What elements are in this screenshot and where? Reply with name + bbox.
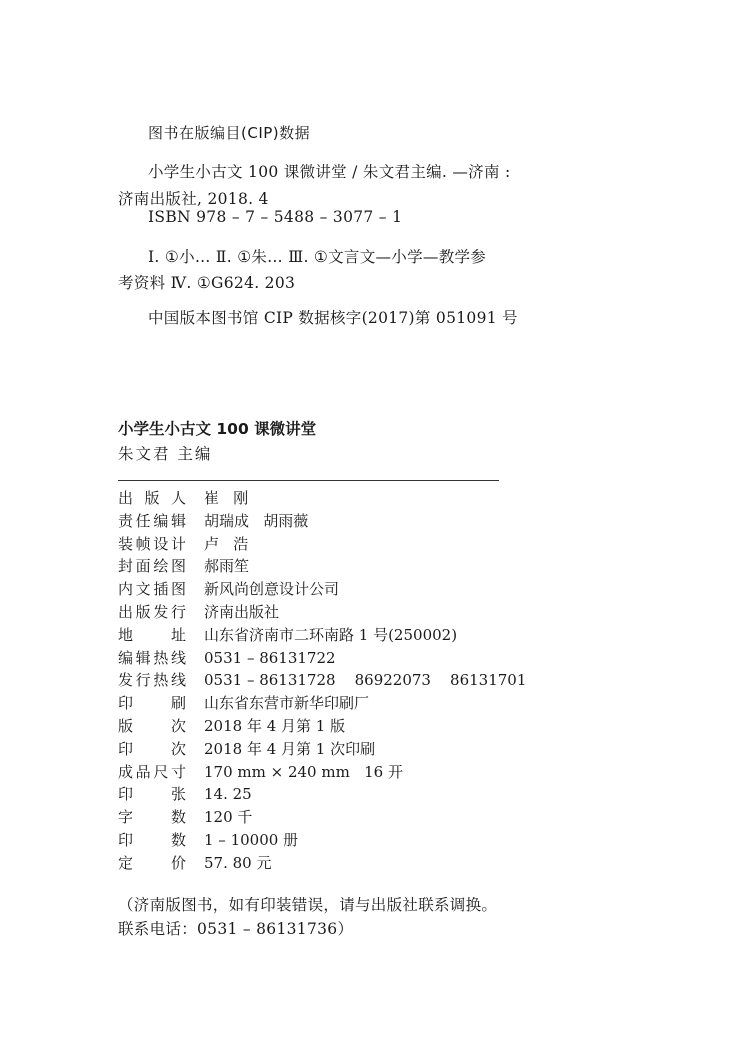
colophon-row-editorial-hotline <box>118 647 526 670</box>
colophon-label: 装帧设计 <box>118 534 186 553</box>
cip-subject-line-2: 考资料 Ⅳ. ①G624. 203 <box>118 274 296 292</box>
colophon-label: 成品尺寸 <box>118 762 186 781</box>
colophon-label: 内文插图 <box>118 580 186 599</box>
colophon-value: 卢 浩 <box>204 534 249 553</box>
cip-subject-line-1: Ⅰ. ①小… Ⅱ. ①朱… Ⅲ. ①文言文—小学—教学参 <box>148 248 487 266</box>
colophon-label: 责任编辑 <box>118 511 186 530</box>
book-title: 小学生小古文 100 课微讲堂 <box>118 420 317 438</box>
colophon-value: 山东省济南市二环南路 1 号(250002) <box>204 625 458 644</box>
colophon-label: 发行热线 <box>118 671 186 690</box>
colophon-row-size <box>118 761 526 784</box>
colophon-row-inner-illustration <box>118 578 526 601</box>
colophon-label: 出版人 <box>118 489 186 507</box>
colophon-label: 印刷 <box>118 694 186 713</box>
notice-line-2: 联系电话：0531 – 86131736） <box>118 920 354 938</box>
colophon-value: 郝雨笙 <box>204 557 250 576</box>
colophon-row-cover-illustration <box>118 555 526 578</box>
cip-title-line: 小学生小古文 100 课微讲堂 / 朱文君主编. —济南 : <box>148 163 511 181</box>
colophon-label: 出版发行 <box>118 602 186 621</box>
colophon-row-editors <box>118 510 526 533</box>
colophon-label: 版次 <box>118 716 186 735</box>
colophon-label: 定价 <box>118 853 186 872</box>
cip-publisher-line: 济南出版社, 2018. 4 <box>118 190 269 208</box>
colophon-value: 济南出版社 <box>204 602 280 621</box>
colophon-value: 120 千 <box>204 808 253 827</box>
notice-line-1: （济南版图书，如有印装错误，请与出版社联系调换。 <box>118 896 498 914</box>
colophon-value: 0531 – 86131728 86922073 86131701 <box>204 671 527 690</box>
colophon-row-publisher <box>118 487 526 510</box>
colophon-row-printing <box>118 738 526 761</box>
colophon-value: 2018 年 4 月第 1 版 <box>204 716 346 735</box>
colophon-row-distribution-hotline <box>118 669 526 692</box>
colophon-table <box>118 487 526 875</box>
colophon-label: 地址 <box>118 625 186 644</box>
colophon-label: 印次 <box>118 739 186 758</box>
colophon-label: 封面绘图 <box>118 557 186 576</box>
colophon-value: 崔 刚 <box>204 489 249 507</box>
colophon-value: 14. 25 <box>204 785 252 804</box>
colophon-value: 170 mm × 240 mm 16 开 <box>204 762 403 781</box>
colophon-value: 0531 – 86131722 <box>204 648 336 667</box>
colophon-row-word-count <box>118 806 526 829</box>
colophon-row-edition <box>118 715 526 738</box>
colophon-value: 2018 年 4 月第 1 次印刷 <box>204 739 376 758</box>
cip-heading: 图书在版编目(CIP)数据 <box>148 124 311 142</box>
colophon-value: 山东省东营市新华印刷厂 <box>204 694 370 713</box>
cip-verification-number: 中国版本图书馆 CIP 数据核字(2017)第 051091 号 <box>148 309 518 327</box>
colophon-value: 胡瑞成 胡雨薇 <box>204 511 309 530</box>
cip-isbn: ISBN 978 – 7 – 5488 – 3077 – 1 <box>148 208 403 226</box>
colophon-label: 字数 <box>118 808 186 827</box>
colophon-value: 57. 80 元 <box>204 853 272 872</box>
colophon-label: 印张 <box>118 785 186 804</box>
colophon-row-distribution <box>118 601 526 624</box>
colophon-label: 编辑热线 <box>118 648 186 667</box>
colophon-row-price <box>118 852 526 875</box>
colophon-value: 1 – 10000 册 <box>204 830 299 849</box>
colophon-row-printer <box>118 692 526 715</box>
colophon-value: 新风尚创意设计公司 <box>204 580 340 599</box>
colophon-row-binding-design <box>118 533 526 556</box>
colophon-row-sheets <box>118 783 526 806</box>
divider-rule <box>118 480 499 481</box>
colophon-label: 印数 <box>118 830 186 849</box>
book-editor: 朱文君 主编 <box>118 445 213 463</box>
colophon-row-print-run <box>118 829 526 852</box>
colophon-row-address <box>118 624 526 647</box>
